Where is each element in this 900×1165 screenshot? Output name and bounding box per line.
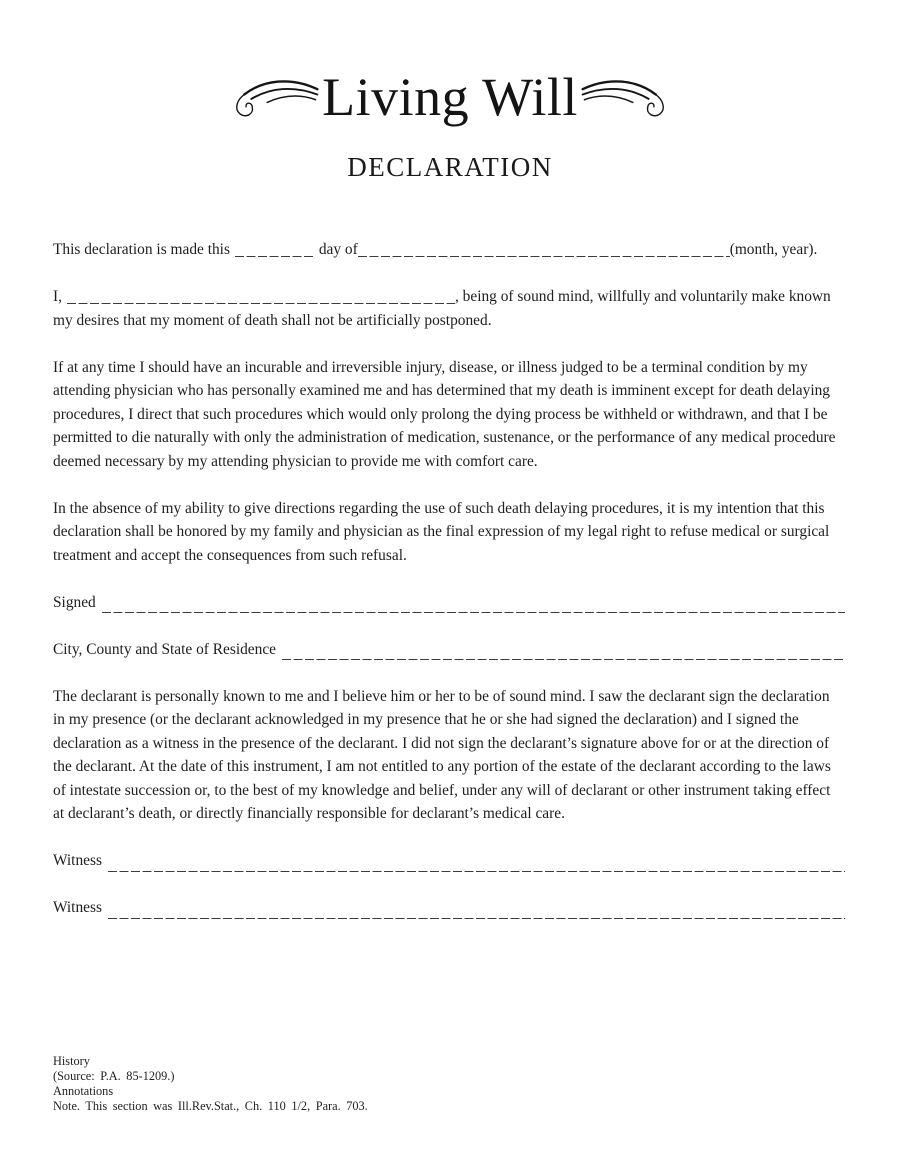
witness1-field (108, 856, 845, 872)
declarant-name-field (67, 290, 455, 305)
witness2-field (108, 903, 845, 919)
date-line (53, 238, 845, 262)
left-flourish-swash-icon (232, 74, 320, 122)
document-body (0, 238, 900, 920)
declarant-suffix: , being of sound mind, willfully and voluntarily make known my desires that my moment of death shall not be artificially postponed. (53, 288, 831, 329)
witness2-label: Witness (53, 899, 102, 917)
witness1-label: Witness (53, 852, 102, 870)
date-line-suffix: (month, year). (729, 241, 818, 259)
footer-note: Note. This section was Ill.Rev.Stat., Ch. 110 1/2, Para. 703. (53, 1098, 368, 1113)
right-flourish-swash-icon (580, 74, 668, 122)
residence-label: City, County and State of Residence (53, 640, 276, 658)
intention-paragraph: In the absence of my ability to give directions regarding the use of such death delaying procedures, it is my intention that this declaration shall be honored by my family and physician as the final expression of my legal right to refuse medical or surgical treatment and accept the consequences from such refusal. (53, 499, 830, 564)
declarant-prefix: I, (53, 288, 62, 306)
terminal-condition-paragraph: If at any time I should have an incurable and irreversible injury, disease, or illness judged to be a terminal condition by my attending physician who has personally examined me and has determined that my death is imminent except for death delaying procedures, I direct that such procedures which would only prolong the dying process be withheld or withdrawn, and that I be permitted to die naturally with only the administration of medication, sustenance, or the performance of any medical procedure deemed necessary by my attending physician to provide me with comfort care. (53, 358, 836, 470)
witness1-line (53, 849, 845, 873)
witness-attestation-paragraph: The declarant is personally known to me and I believe him or her to be of sound mind. I saw the declarant sign the declaration in my presence (or the declarant acknowledged in my presence that he or she had signed the declaration) and I signed the declaration as a witness in the presence of the declarant. I did not sign the declarant’s signature above for or at the direction of the declarant. At the date of this instrument, I am not entitled to any portion of the estate of the declarant according to the laws of intestate succession or, to the best of my knowledge and belief, under any will of declarant or other instrument taking effect at declarant’s death, or directly financially responsible for declarant’s medical care. (53, 687, 831, 823)
document-title: Living Will (322, 67, 578, 127)
signed-line (53, 591, 845, 615)
date-line-prefix: This declaration is made this (53, 241, 230, 259)
day-field (235, 243, 315, 258)
date-line-mid: day of (318, 241, 358, 259)
document-header (0, 0, 900, 183)
footer-source: (Source: P.A. 85-1209.) (53, 1068, 175, 1083)
residence-field (282, 644, 845, 660)
residence-line (53, 638, 845, 662)
document-footer (53, 1054, 368, 1114)
footer-annotations-heading: Annotations (53, 1083, 114, 1098)
signed-label: Signed (53, 593, 96, 611)
signed-field (102, 597, 845, 613)
witness2-line (53, 896, 845, 920)
title-row (0, 68, 900, 127)
footer-history-heading: History (53, 1054, 90, 1068)
month-year-field (358, 243, 730, 258)
document-subtitle: DECLARATION (347, 152, 553, 183)
declarant-paragraph (53, 285, 845, 332)
